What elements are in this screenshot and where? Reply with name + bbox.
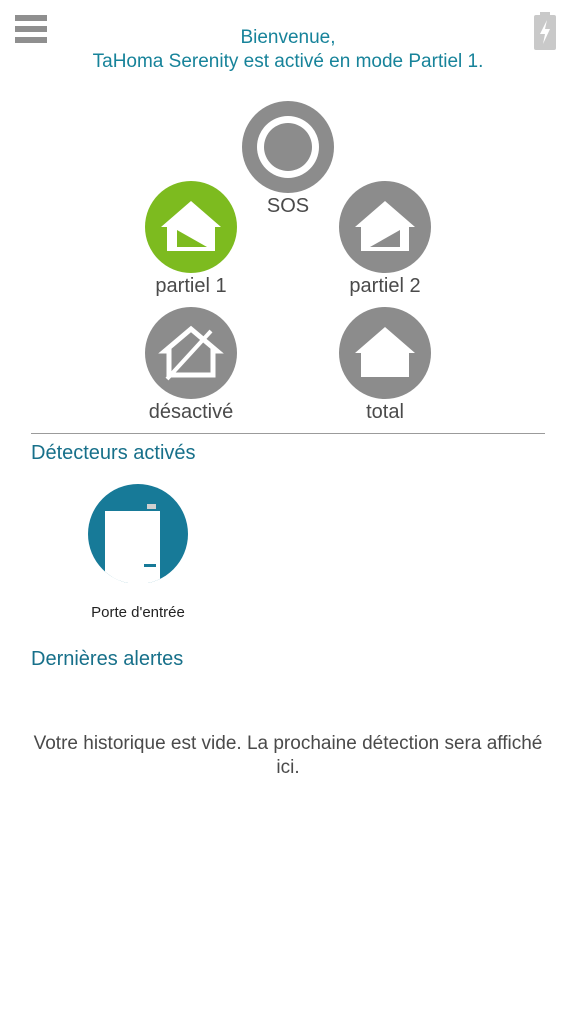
mode-total-button[interactable]	[315, 307, 455, 424]
sos-circle	[242, 101, 334, 193]
status-text: TaHoma Serenity est activé en mode Partiel 1.	[92, 51, 484, 72]
mode-partiel-1-label: partiel 1	[155, 275, 227, 297]
divider	[31, 433, 545, 434]
house-partial-2-icon	[339, 181, 431, 273]
welcome-text: Bienvenue,	[240, 27, 336, 48]
mode-partiel-2-label: partiel 2	[349, 275, 421, 297]
battery-charging-icon	[534, 12, 556, 50]
detectors-section-title: Détecteurs activés	[31, 442, 196, 464]
mode-partiel-2-button[interactable]	[315, 181, 455, 298]
house-disabled-icon	[145, 307, 237, 399]
detector-label: Porte d'entrée	[91, 604, 185, 621]
header	[40, 26, 536, 74]
door-sensor-icon	[80, 483, 196, 583]
mode-total-label: total	[366, 401, 404, 423]
partiel-2-circle	[339, 181, 431, 273]
desactive-circle	[145, 307, 237, 399]
mode-sos-label: SOS	[266, 195, 310, 217]
sos-icon	[242, 101, 334, 193]
total-circle	[339, 307, 431, 399]
house-total-icon	[339, 307, 431, 399]
alerts-section-title: Dernières alertes	[31, 648, 184, 670]
mode-desactive-button[interactable]	[121, 307, 261, 424]
partiel-1-circle	[145, 181, 237, 273]
empty-history-message: Votre historique est vide. La prochaine détection sera affiché ici.	[33, 733, 543, 778]
detector-item[interactable]	[80, 483, 196, 621]
mode-partiel-1-button[interactable]	[121, 181, 261, 298]
house-partial-1-icon	[145, 181, 237, 273]
mode-desactive-label: désactivé	[148, 401, 234, 423]
